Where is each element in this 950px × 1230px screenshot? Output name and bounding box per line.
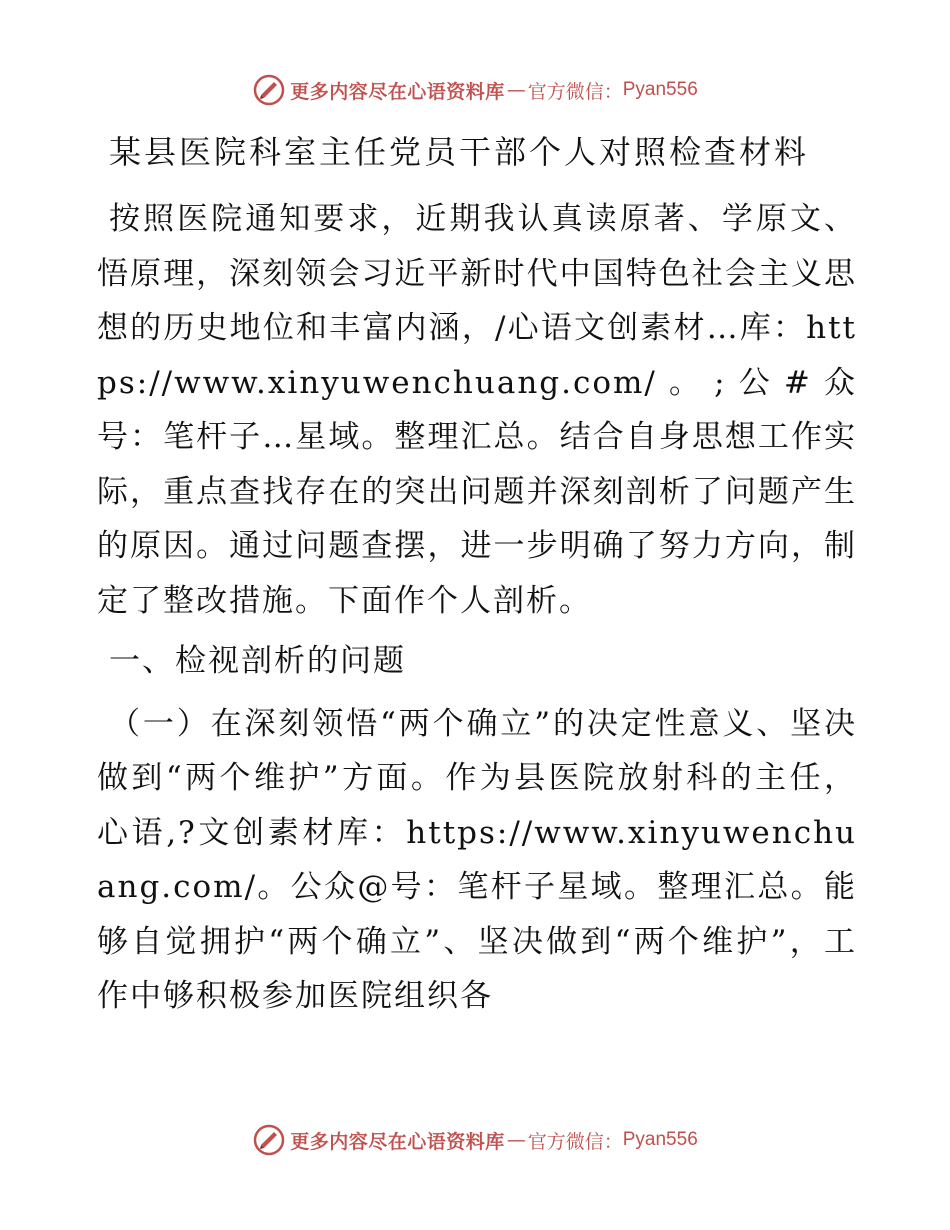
banner-wechat-label: 官方微信： (527, 1130, 623, 1153)
section-heading: 一、检视剖析的问题 (109, 643, 406, 679)
brand-logo-icon (252, 73, 286, 107)
banner-separator: — (506, 79, 526, 101)
banner-separator: — (506, 1129, 526, 1151)
banner-wechat-label: 官方微信： (527, 80, 623, 103)
banner-text: 更多内容尽在心语资料库 (290, 80, 505, 103)
banner-wechat-id: Pyan556 (622, 1129, 698, 1150)
brand-logo-icon (252, 1123, 286, 1157)
document-title: 某县医院科室主任党员干部个人对照检查材料 (109, 133, 810, 171)
footer-watermark-banner (0, 1120, 950, 1160)
document-body (97, 120, 857, 1024)
header-watermark-banner (0, 70, 950, 110)
intro-paragraph: 按照医院通知要求，近期我认真读原著、学原文、悟原理，深刻领会习近平新时代中国特色社会主义思想的历史地位和丰富内涵，/心语文创素材…库：https://www.xinyuwenchuang.com/。;公#众号：笔杆子…星域。整理汇总。结合自身思想工作实际，重点查找存在的突出问题并深刻剖析了问题产生的原因。通过问题查摆，进一步明确了努力方向，制定了整改措施。下面作个人剖析。 (97, 201, 857, 619)
banner-text: 更多内容尽在心语资料库 (290, 1130, 505, 1153)
section-paragraph: （一）在深刻领悟“两个确立”的决定性意义、坚决做到“两个维护”方面。作为县医院放射科的主任，心语,?文创素材库：https://www.xinyuwenchuang.com/。公众@号：笔杆子星域。整理汇总。能够自觉拥护“两个确立”、坚决做到“两个维护”，工作中够积极参加医院组织各 (97, 705, 857, 1014)
banner-wechat-id: Pyan556 (622, 79, 698, 100)
